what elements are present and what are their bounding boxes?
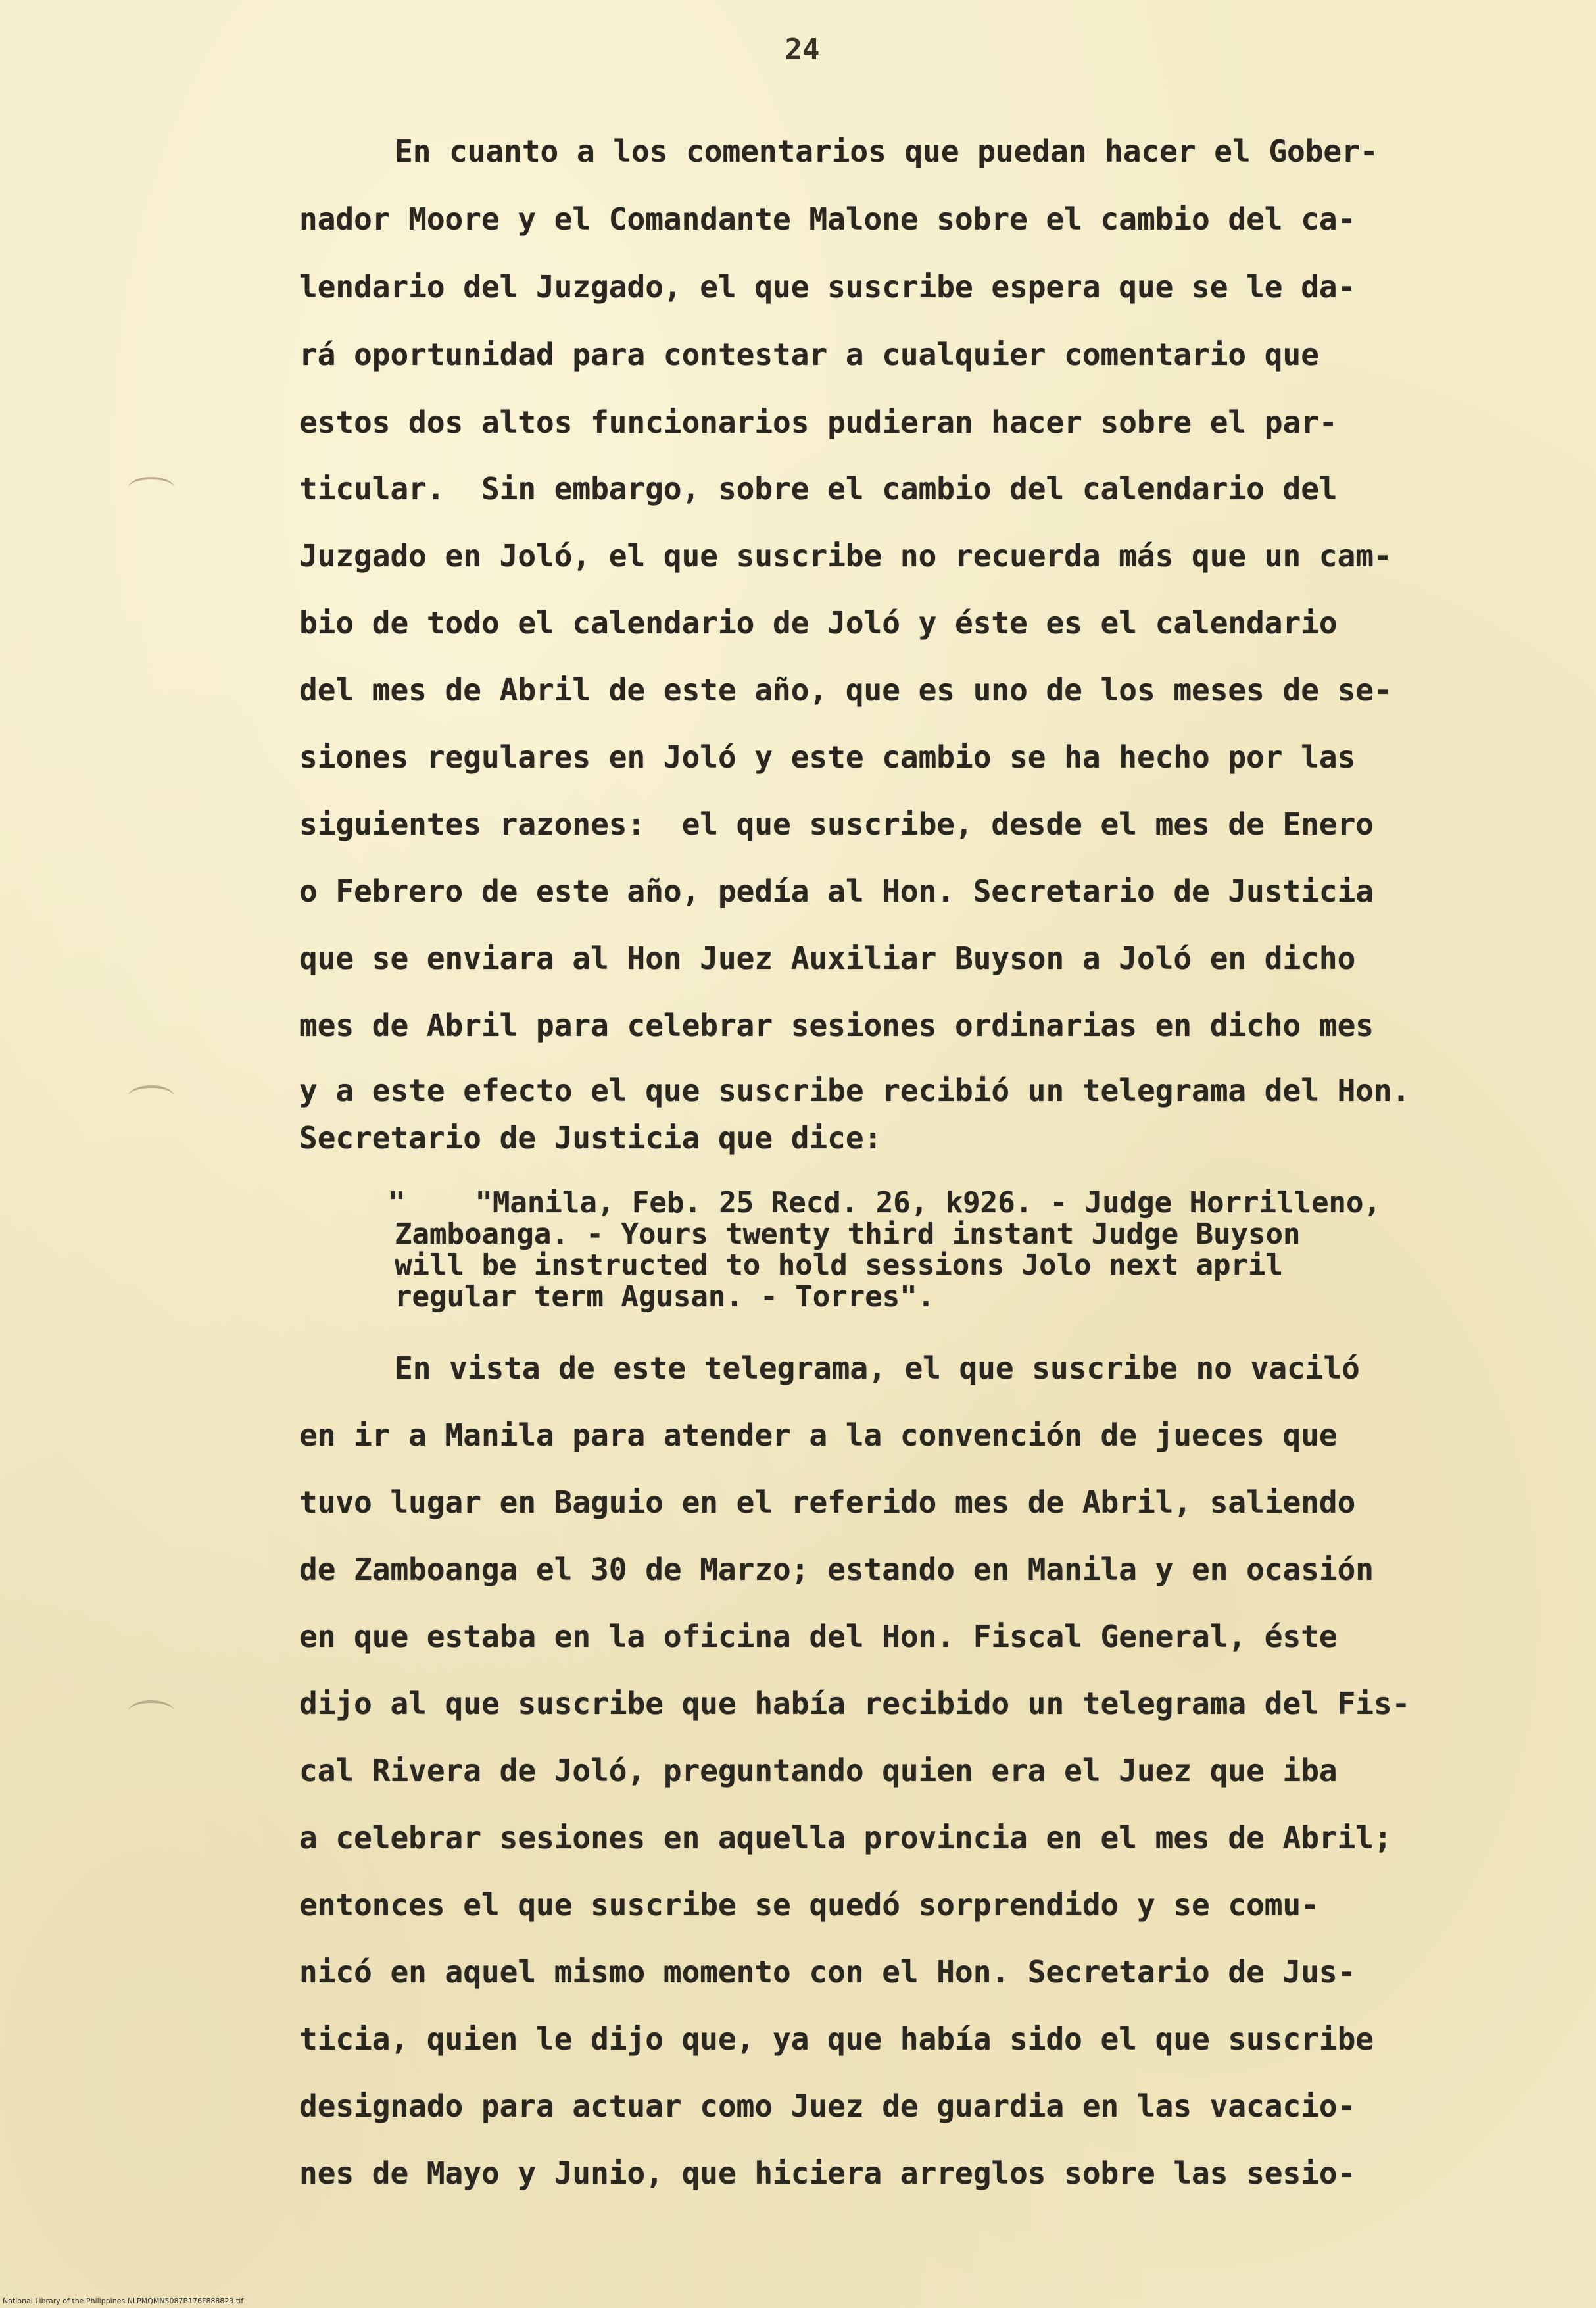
text-line: cal Rivera de Joló, preguntando quien era el Juez que iba: [299, 1753, 1338, 1788]
text-line: entonces el que suscribe se quedó sorprendido y se comu-: [299, 1887, 1319, 1923]
text-line: en ir a Manila para atender a la convención de jueces que: [299, 1417, 1338, 1453]
text-line: mes de Abril para celebrar sesiones ordinarias en dicho mes: [299, 1008, 1374, 1043]
text-line: que se enviara al Hon Juez Auxiliar Buyson a Joló en dicho: [299, 941, 1356, 976]
telegram-line: " "Manila, Feb. 25 Recd. 26, k926. - Judge Horrilleno,: [388, 1186, 1381, 1219]
text-line: dijo al que suscribe que había recibido un telegrama del Fis-: [299, 1686, 1411, 1721]
text-line: lendario del Juzgado, el que suscribe espera que se le da-: [299, 269, 1356, 305]
text-line: bio de todo el calendario de Joló y éste es el calendario: [299, 605, 1338, 641]
text-line: tuvo lugar en Baguio en el referido mes de Abril, saliendo: [299, 1485, 1356, 1520]
telegram-line: regular term Agusan. - Torres".: [395, 1280, 935, 1314]
text-line: estos dos altos funcionarios pudieran hacer sobre el par-: [299, 405, 1338, 440]
punch-hole-mark: [128, 1085, 174, 1108]
text-line: nes de Mayo y Junio, que hiciera arreglos sobre las sesio-: [299, 2155, 1356, 2191]
archive-footer: National Library of the Philippines NLPMQMN5087B176F888823.tif: [3, 2297, 244, 2305]
text-line: siones regulares en Joló y este cambio se ha hecho por las: [299, 739, 1356, 775]
punch-hole-mark: [128, 1700, 174, 1723]
text-line: rá oportunidad para contestar a cualquier comentario que: [299, 337, 1319, 372]
text-line: del mes de Abril de este año, que es uno de los meses de se-: [299, 672, 1392, 708]
text-line: En cuanto a los comentarios que puedan hacer el Gober-: [395, 134, 1378, 169]
text-line: designado para actuar como Juez de guardia en las vacacio-: [299, 2088, 1356, 2124]
text-line: o Febrero de este año, pedía al Hon. Secretario de Justicia: [299, 873, 1374, 909]
page-number: 24: [785, 33, 820, 66]
text-line: siguientes razones: el que suscribe, desde el mes de Enero: [299, 806, 1374, 842]
telegram-line: Zamboanga. - Yours twenty third instant Judge Buyson: [395, 1217, 1301, 1251]
text-line: nicó en aquel mismo momento con el Hon. Secretario de Jus-: [299, 1954, 1356, 1990]
text-line: ticia, quien le dijo que, ya que había sido el que suscribe: [299, 2021, 1374, 2057]
text-line: Secretario de Justicia que dice:: [299, 1120, 883, 1156]
text-line: en que estaba en la oficina del Hon. Fiscal General, éste: [299, 1619, 1338, 1654]
text-line: y a este efecto el que suscribe recibió un telegrama del Hon.: [299, 1073, 1411, 1108]
text-line: de Zamboanga el 30 de Marzo; estando en Manila y en ocasión: [299, 1552, 1374, 1587]
text-line: a celebrar sesiones en aquella provincia en el mes de Abril;: [299, 1820, 1392, 1855]
text-line: ticular. Sin embargo, sobre el cambio del calendario del: [299, 471, 1338, 506]
punch-hole-mark: [128, 477, 174, 499]
text-line: En vista de este telegrama, el que suscribe no vaciló: [395, 1350, 1360, 1386]
telegram-line: will be instructed to hold sessions Jolo next april: [395, 1248, 1284, 1282]
text-line: nador Moore y el Comandante Malone sobre el cambio del ca-: [299, 201, 1356, 237]
text-line: Juzgado en Joló, el que suscribe no recuerda más que un cam-: [299, 538, 1392, 574]
